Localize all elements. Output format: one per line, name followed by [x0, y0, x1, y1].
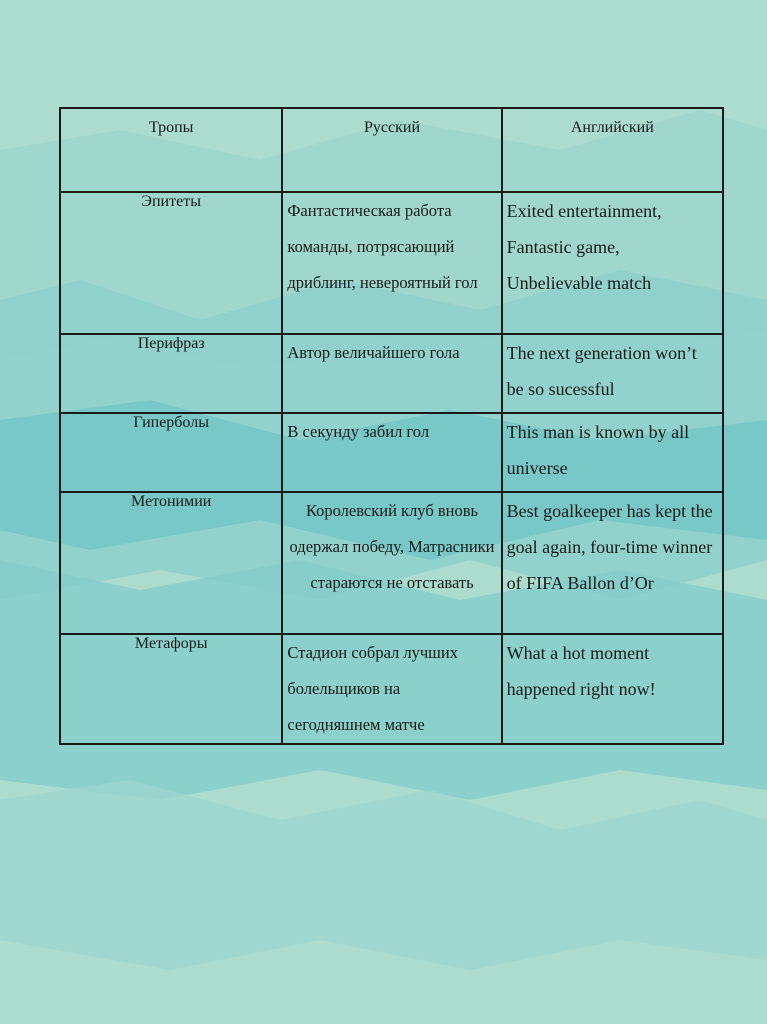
english-cell: Best goalkeeper has kept the goal again, four-time winner of FIFA Ballon d’Or [502, 492, 723, 634]
russian-cell: Стадион собрал лучших болельщиков на сегодняшнем матче [282, 634, 501, 744]
english-cell: Exited entertainment, Fantastic game, Unbelievable match [502, 192, 723, 334]
russian-cell: Автор величайшего гола [282, 334, 501, 413]
russian-cell: Королевский клуб вновь одержал победу, Матрасники стараются не отставать [282, 492, 501, 634]
table-row [60, 192, 723, 334]
table-row [60, 334, 723, 413]
table-row [60, 413, 723, 492]
table-row [60, 634, 723, 744]
trope-cell: Эпитеты [60, 192, 282, 334]
trope-cell: Метонимии [60, 492, 282, 634]
tropes-table [59, 107, 724, 745]
header-russian: Русский [282, 108, 501, 192]
header-english: Английский [502, 108, 723, 192]
trope-cell: Перифраз [60, 334, 282, 413]
russian-cell: В секунду забил гол [282, 413, 501, 492]
table-header-row [60, 108, 723, 192]
trope-cell: Гиперболы [60, 413, 282, 492]
english-cell: The next generation won’t be so sucessful [502, 334, 723, 413]
header-tropes: Тропы [60, 108, 282, 192]
table-row [60, 492, 723, 634]
russian-cell: Фантастическая работа команды, потрясающий дриблинг, невероятный гол [282, 192, 501, 334]
english-cell: What a hot moment happened right now! [502, 634, 723, 744]
trope-cell: Метафоры [60, 634, 282, 744]
english-cell: This man is known by all universe [502, 413, 723, 492]
